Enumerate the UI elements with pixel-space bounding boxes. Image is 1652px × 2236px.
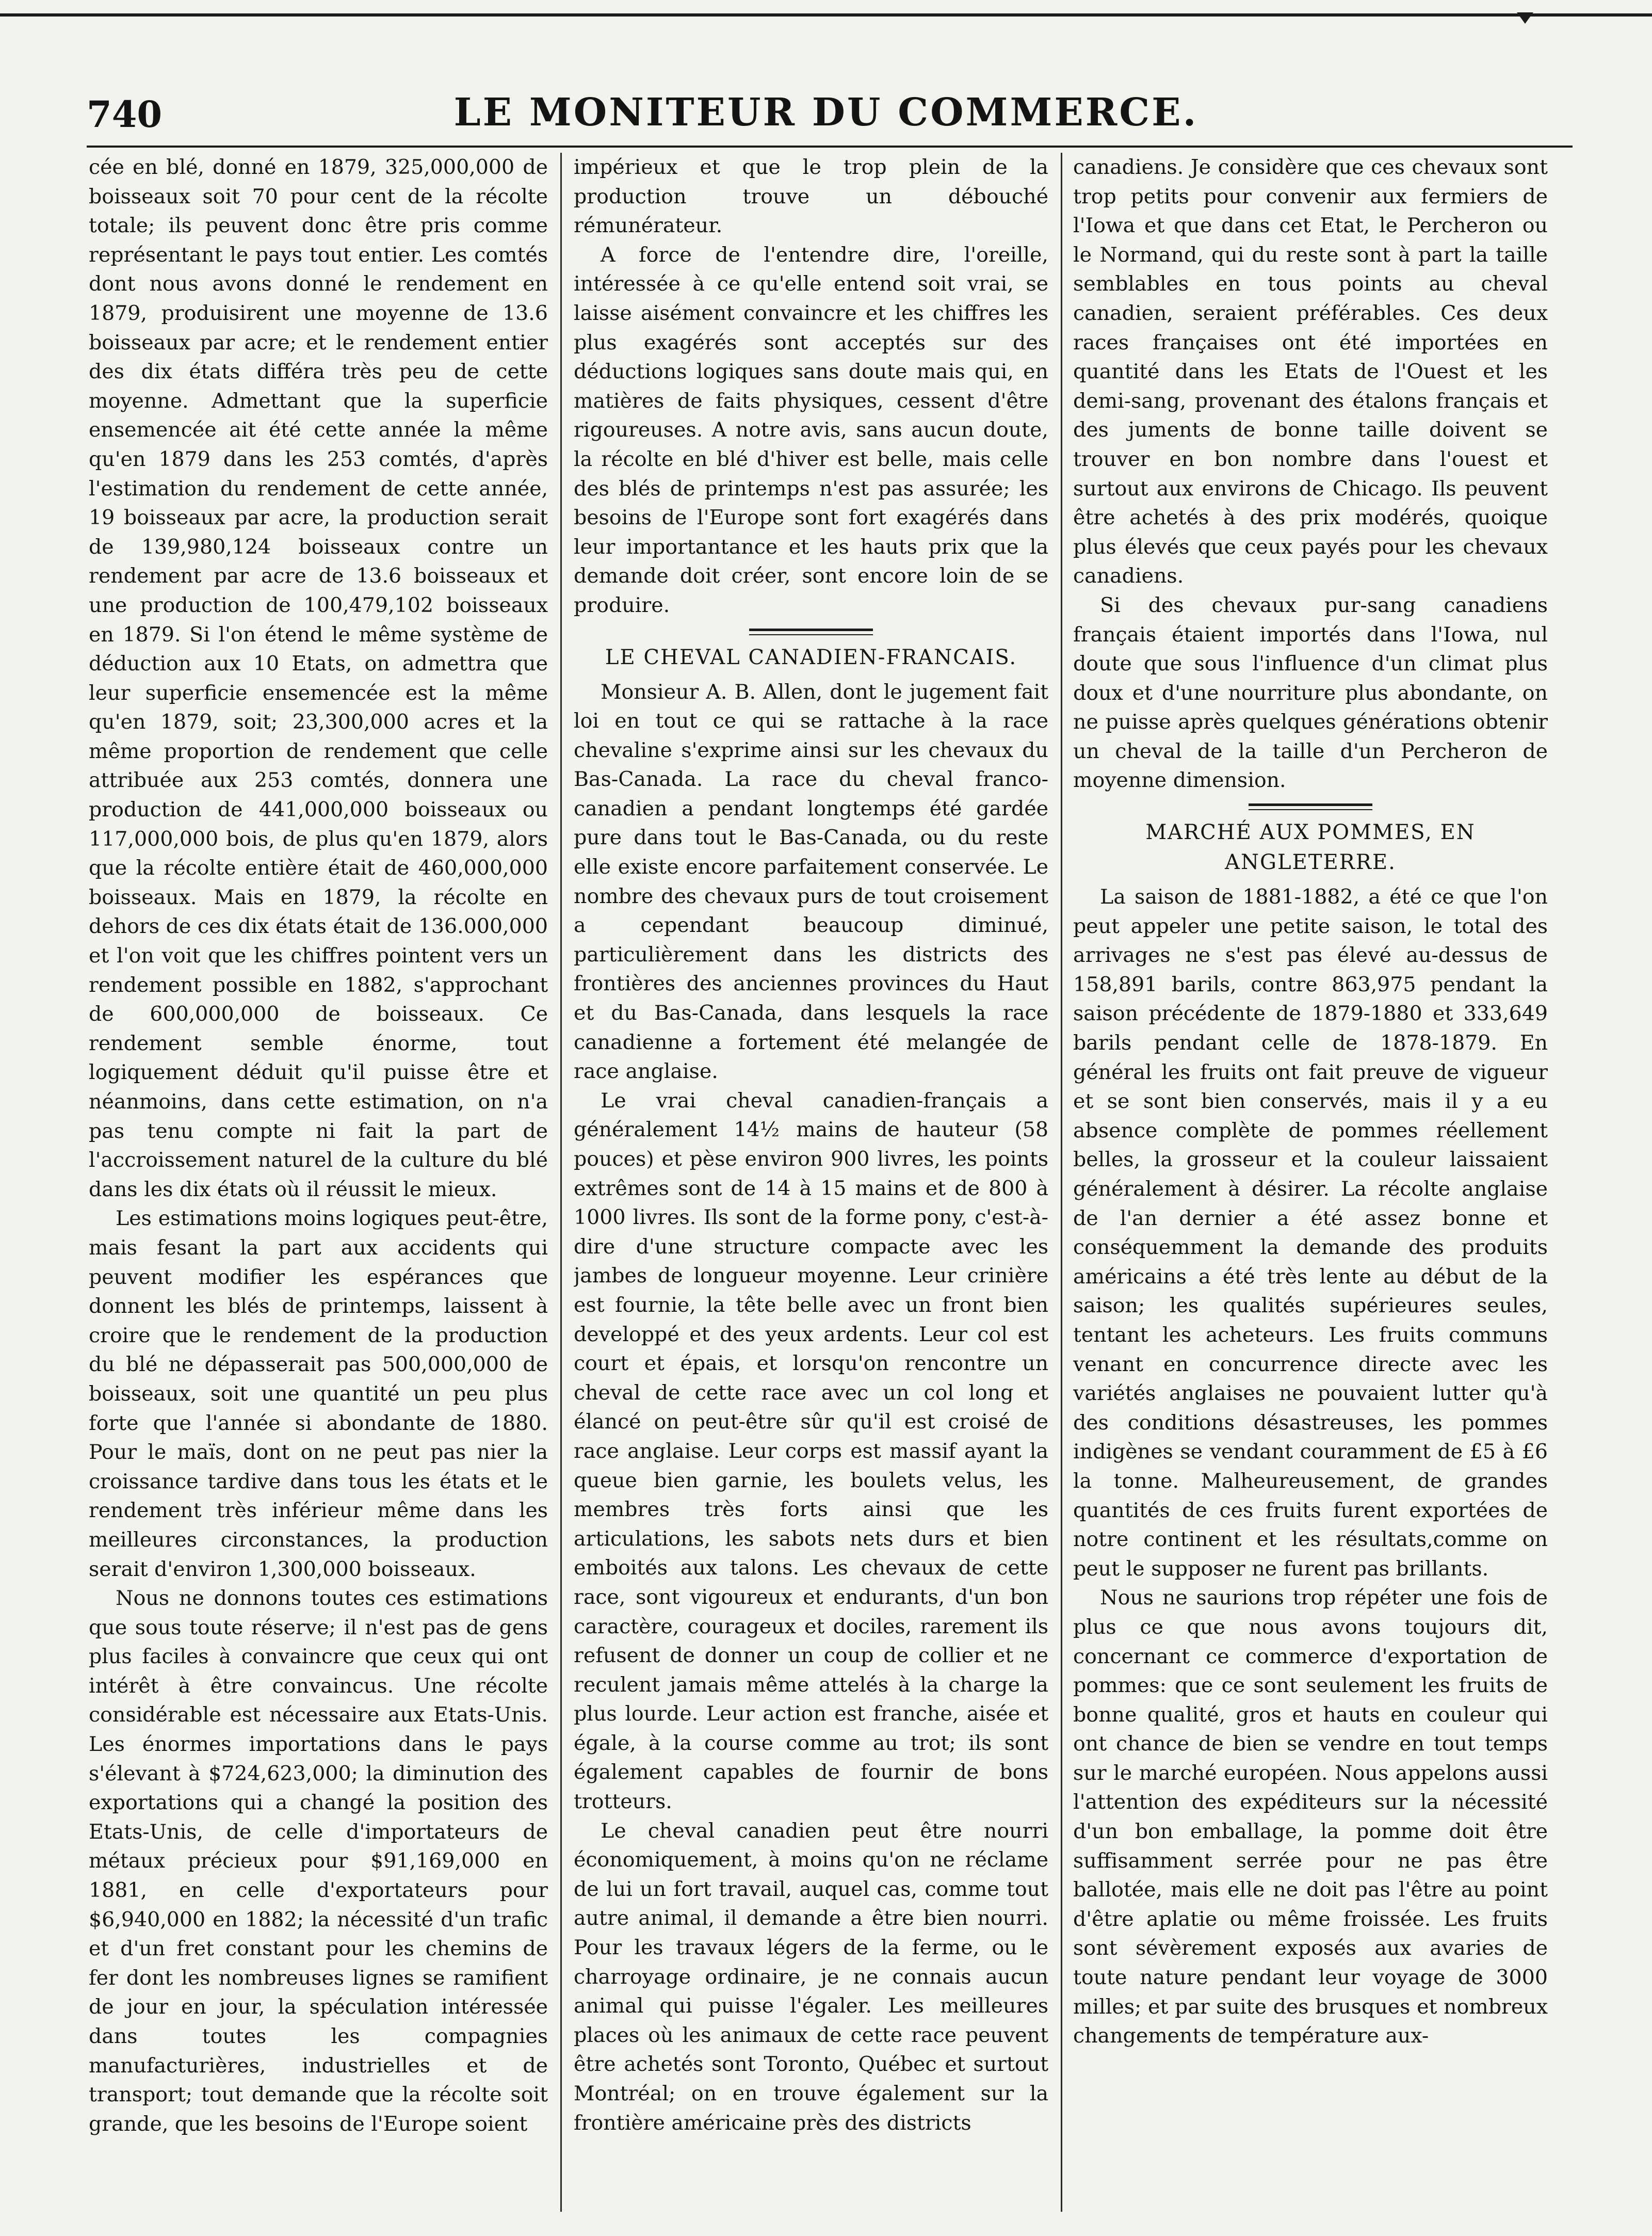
top-rule [0,13,1652,17]
paragraph: impérieux et que le trop plein de la production trouve un débouché rémunérateur. [574,155,1048,238]
column-divider [1061,153,1062,2212]
section-separator [1249,803,1372,810]
paragraph: cée en blé, donné en 1879, 325,000,000 de boisseaux soit 70 pour cent de la récolte totale; ils peuvent donc être pris comme représentant le pays tout entier. Les comtés dont nous avons donné le rendement en 1879, produisirent une moyenne de 13.6 boisseaux par acre; et le rendement entier des dix états différa très peu de cette moyenne. Admettant que la superficie ensemencée ait été cette année la même qu'en 1879 dans les 253 comtés, d'après l'estimation du rendement de cette année, 19 boisseaux par acre, la production serait de 139,980,124 boisseaux contre un rendement par acre de 13.6 boisseaux et une production de 100,479,102 boisseaux en 1879. Si l'on étend le même système de déduction aux 10 Etats, on admettra que leur superficie ensemencée est la même qu'en 1879, soit; 23,300,000 acres et la même proportion de rendement que celle attribuée aux 253 comtés, donnera une production de 441,000,000 boisseaux ou 117,000,000 bois, de plus qu'en 1879, alors que la récolte entière était de 460,000,000 boisseaux. Mais en 1879, la récolte en dehors de ces dix états était de 136.000,000 et l'on voit que les chiffres pointent vers un rendement possible en 1882, s'approchant de 600,000,000 de boisseaux. Ce rendement semble énorme, tout logiquement déduit qu'il puisse être et néanmoins, dans cette estimation, on n'a pas tenu compte ni fait la part de l'accroissement naturel de la culture du blé dans les dix états où il réussit le mieux. [89,155,548,1201]
page-title: LE MONITEUR DU COMMERCE. [454,90,1198,135]
paragraph: A force de l'entendre dire, l'oreille, intéressée à ce qu'elle entend soit vrai, se laisse aisément convaincre et les chiffres les plus exagérés sont acceptés sur des déductions logiques sans doute mais qui, en matières de faits physiques, cessent d'être rigoureuses. A notre avis, sans aucun doute, la récolte en blé d'hiver est belle, mais celle des blés de printemps n'est pas assurée; les besoins de l'Europe sont fort exagérés dans leur importantance et les hauts prix que la demande doit créer, sont encore loin de se produire. [574,243,1048,617]
paragraph: La saison de 1881-1882, a été ce que l'on peut appeler une petite saison, le total des arrivages ne s'est pas élevé au-dessus de 158,891 barils, contre 863,975 pendant la saison précédente de 1879-1880 et 333,649 barils pendant celle de 1878-1879. En général les fruits ont fait preuve de vigueur et se sont bien conservés, mais il y a eu absence complète de pommes réellement belles, la grosseur et la couleur laissaient généralement à désirer. La récolte anglaise de l'an dernier a été assez bonne et conséquemment la demande des produits américains a été très lente au début de la saison; les qualités supérieures seules, tentant les acheteurs. Les fruits communs venant en concurrence directe avec les variétés anglaises ne pouvaient lutter qu'à des conditions désastreuses, les pommes indigènes se vendant couramment de £5 à £6 la tonne. Malheureusement, de grandes quantités de ces fruits furent exportées de notre continent et les résultats,comme on peut le supposer ne furent pas brillants. [1073,885,1548,1581]
paragraph: Les estimations moins logiques peut-être, mais fesant la part aux accidents qui peuvent modifier les espérances que donnent les blés de printemps, laissent à croire que le rendement de la production du blé ne dépasserait pas 500,000,000 de boisseaux, soit une quantité un peu plus forte que l'année si abondante de 1880. Pour le maïs, dont on ne peut pas nier la croissance tardive dans tous les états et le rendement très inférieur même dans les meilleures circonstances, la production serait d'environ 1,300,000 boisseaux. [89,1207,548,1581]
paragraph: Nous ne saurions trop répéter une fois de plus ce que nous avons toujours dit, concernant ce commerce d'exportation de pommes: que ce sont seulement les fruits de bonne qualité, gros et hauts en couleur qui ont chance de bien se vendre en tout temps sur le marché européen. Nous appelons aussi l'attention des expéditeurs sur la nécessité d'un bon emballage, la pomme doit être suffisamment serrée pour ne pas être ballotée, mais elle ne doit pas l'être au point d'être aplatie ou même froissée. Les fruits sont sévèrement exposés aux avaries de toute nature pendant leur voyage de 3000 milles; et par suite des brusques et nombreux changements de température aux- [1073,1586,1548,2048]
paragraph: Nous ne donnons toutes ces estimations que sous toute réserve; il n'est pas de gens plus faciles à convaincre que ceux qui ont intérêt à être convaincus. Une récolte considérable est nécessaire aux Etats-Unis. Les énormes importations dans le pays s'élevant à $724,623,000; la diminution des exportations qui a changé la position des Etats-Unis, de celle d'importateurs de métaux précieux pour $91,169,000 en 1881, en celle d'exportateurs pour $6,940,000 en 1882; la nécessité d'un trafic et d'un fret constant pour les chemins de fer dont les nombreuses lignes se ramifient de jour en jour, la spéculation intéressée dans toutes les compagnies manufacturières, industrielles et de transport; tout demande que la récolte soit grande, que les besoins de l'Europe soient [89,1586,548,2136]
section-heading: MARCHÉ AUX POMMES, EN ANGLETERRE. [1145,821,1476,875]
paragraph: canadiens. Je considère que ces chevaux sont trop petits pour convenir aux fermiers de l'Iowa et que dans cet Etat, le Percheron ou le Normand, qui du reste sont à part la taille semblables en tous points au cheval canadien, seraient préférables. Ces deux races françaises ont été importées en quantité dans les Etats de l'Ouest et les demi-sang, provenant des étalons français et des juments de bonne taille doivent se trouver en bon nombre dans l'ouest et surtout aux environs de Chicago. Ils peuvent être achetés à des prix modérés, quoique plus élevés que ceux payés pour les chevaux canadiens. [1073,155,1548,588]
column-1 [89,153,548,2212]
section-heading: LE CHEVAL CANADIEN-FRANCAIS. [605,645,1017,669]
paragraph: Le cheval canadien peut être nourri économiquement, à moins qu'on ne réclame de lui un fort travail, auquel cas, comme tout autre animal, il demande a être bien nourri. Pour les travaux légers de la ferme, ou le charroyage ordinaire, je ne connais aucun animal qui puisse l'égaler. Les meilleures places où les animaux de cette race peuvent être achetés sont Toronto, Québec et surtout Montréal; on en trouve également sur la frontière américaine près des districts [574,1819,1048,2135]
header-rule [87,146,1573,148]
page-number: 740 [87,93,163,136]
paragraph: Le vrai cheval canadien-français a généralement 14½ mains de hauteur (58 pouces) et pèse environ 900 livres, les points extrêmes sont de 14 à 15 mains et de 800 à 1000 livres. Ils sont de la forme pony, c'est-à-dire d'une structure compacte avec les jambes de longueur moyenne. Leur crinière est fournie, la tête belle avec un front bien developpé et des yeux ardents. Leur col est court et épais, et lorsqu'on rencontre un cheval de cette race avec un col long et élancé on peut-être sûr qu'il est croisé de race anglaise. Leur corps est massif ayant la queue bien garnie, les boulets velus, les membres très forts ainsi que les articulations, les sabots nets durs et bien emboités aux talons. Les chevaux de cette race, sont vigoureux et endurants, d'un bon caractère, courageux et dociles, rarement ils refusent de donner un coup de collier et ne reculent jamais même attelés à la charge la plus lourde. Leur action est franche, aisée et égale, à la course comme au trot; ils sont également capables de fournir de bons trotteurs. [574,1088,1048,1814]
column-divider [560,153,562,2212]
column-3 [1073,153,1548,2212]
section-separator [749,629,873,635]
paragraph: Si des chevaux pur-sang canadiens français étaient importés dans l'Iowa, nul doute que sous l'influence d'un climat plus doux et d'une nourriture plus abondante, on ne puisse après quelques générations obtenir un cheval de la taille d'un Percheron de moyenne dimension. [1073,593,1548,793]
top-mark-icon [1517,12,1533,24]
column-2 [574,153,1048,2212]
paragraph: Monsieur A. B. Allen, dont le jugement fait loi en tout ce qui se rattache à la race chevaline s'exprime ainsi sur les chevaux du Bas-Canada. La race du cheval franco-canadien a pendant longtemps été gardée pure dans tout le Bas-Canada, ou du reste elle existe encore parfaitement conservée. Le nombre des chevaux purs de tout croisement a cependant beaucoup diminué, particulièrement dans les districts des frontières des anciennes provinces du Haut et du Bas-Canada, dans lesquels la race canadienne a fortement été melangée de race anglaise. [574,680,1048,1084]
